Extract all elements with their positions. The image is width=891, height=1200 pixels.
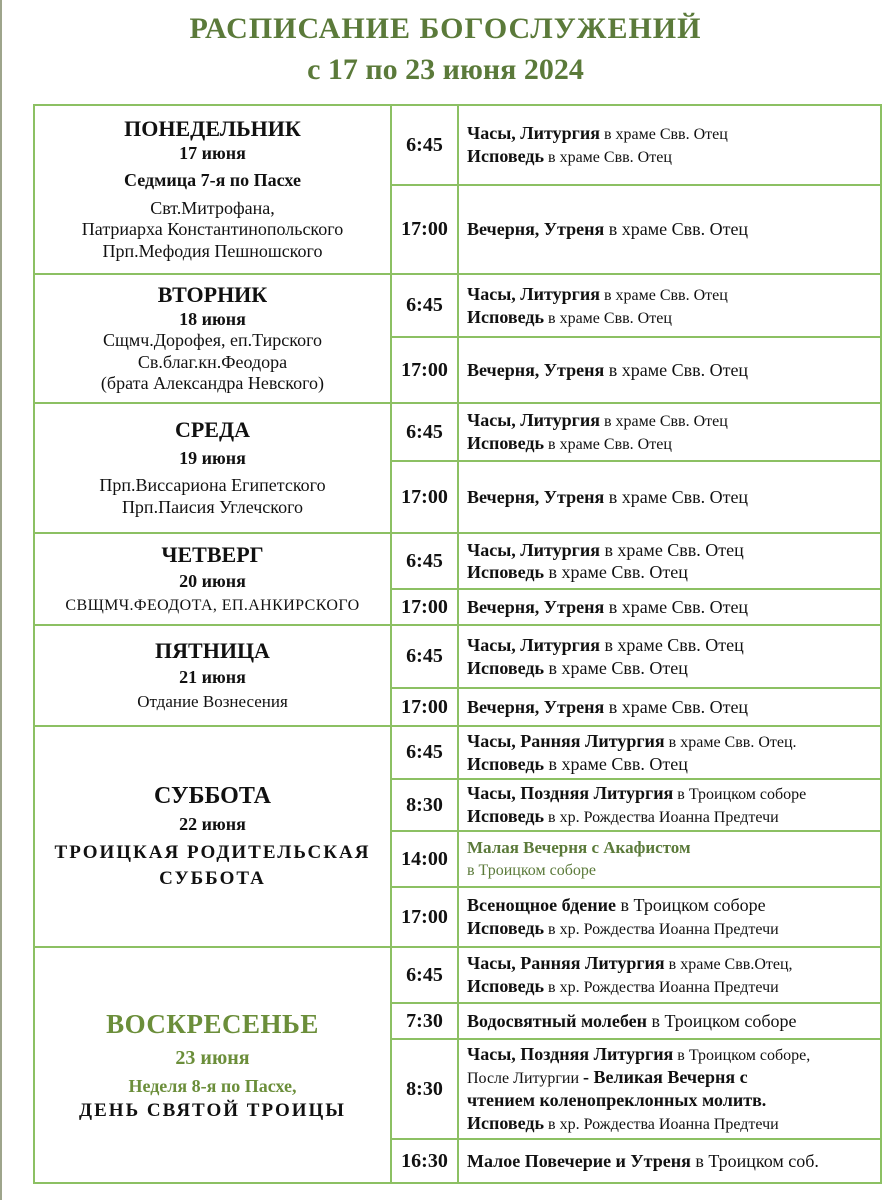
service-line: Исповедь в хр. Рождества Иоанна Предтечи [467,976,779,996]
service-line: Исповедь в храме Свв. Отец [467,146,672,166]
day-week: Седмица 7-я по Пасхе [124,170,301,191]
day-saint: Патриарха Константинопольского [81,219,344,240]
service-line: Часы, Поздняя Литургия в Троицком соборе, [467,1044,811,1065]
service-time: 6:45 [391,726,458,779]
schedule-row [34,726,881,779]
service-time: 17:00 [391,461,458,533]
service-details [458,831,881,887]
day-cell-friday [34,625,391,726]
service-line: Часы, Литургия в храме Свв. Отец [467,410,728,430]
day-saint: (брата Александра Невского) [100,373,325,394]
service-line: Часы, Ранняя Литургия в храме Свв.Отец, [467,953,793,973]
service-time: 6:45 [391,625,458,688]
day-name: ЧЕТВЕРГ [161,542,264,568]
service-details [458,688,881,726]
service-line: Исповедь в храме Свв. Отец [467,306,672,327]
service-line: Вечерня, Утреня в храме Свв. Отец [467,696,749,717]
service-details [458,185,881,274]
service-time: 17:00 [391,589,458,625]
day-name: СРЕДА [174,417,251,443]
service-time: 8:30 [391,779,458,831]
service-line: Часы, Ранняя Литургия в храме Свв. Отец. [467,730,797,751]
service-details [458,779,881,831]
day-saint: Свт.Митрофана, [150,197,275,218]
schedule-row [34,533,881,589]
service-time: 17:00 [391,688,458,726]
day-date: 22 июня [179,814,246,835]
service-line: Вечерня, Утреня в храме Свв. Отец [467,486,749,507]
service-line: Малая Вечерня с Акафистом [467,837,691,857]
page-subtitle: с 17 по 23 июня 2024 [307,53,584,86]
service-line: Вечерня, Утреня в храме Свв. Отец [467,359,749,380]
service-details [458,1039,881,1139]
service-time: 14:00 [391,831,458,887]
page-title: РАСПИСАНИЕ БОГОСЛУЖЕНИЙ [189,12,702,45]
schedule-row [34,625,881,688]
service-time: 6:45 [391,403,458,461]
day-saint: Прп.Паисия Углечского [121,496,304,517]
day-week: Неделя 8-я по Пасхе, [128,1076,297,1096]
service-line: Водосвятный молебен в Троицком соборе [467,1010,797,1031]
service-details [458,105,881,185]
day-date: 18 июня [179,308,246,329]
service-time: 6:45 [391,947,458,1003]
service-time: 6:45 [391,274,458,337]
service-details [458,403,881,461]
service-details [458,1003,881,1039]
schedule-row [34,403,881,461]
schedule-table [33,104,882,1184]
day-date: 20 июня [179,570,246,591]
service-line: в Троицком соборе [467,862,596,880]
day-cell-wednesday [34,403,391,533]
day-cell-thursday [34,533,391,625]
service-time: 17:00 [391,887,458,947]
service-details [458,625,881,688]
day-saint: Прп.Виссариона Египетского [99,475,326,496]
service-line: Часы, Литургия в храме Свв. Отец [467,283,728,304]
schedule-row [34,947,881,1003]
service-line: Исповедь в хр. Рождества Иоанна Предтечи [467,806,779,826]
service-time: 16:30 [391,1139,458,1183]
service-line: После Литургии - Великая Вечерня с [467,1067,748,1088]
day-saint: Прп.Мефодия Пешношского [102,241,323,262]
service-time: 17:00 [391,337,458,403]
day-name: СУББОТА [153,782,271,809]
day-cell-sunday [34,947,391,1183]
day-cell-tuesday [34,274,391,403]
service-details [458,726,881,779]
service-details [458,947,881,1003]
service-time: 8:30 [391,1039,458,1139]
day-saint: СВЩМЧ.ФЕОДОТА, ЕП.АНКИРСКОГО [65,597,360,615]
service-line: Исповедь в храме Свв. Отец [467,657,688,678]
service-line: Малое Повечерие и Утреня в Троицком соб. [467,1150,819,1171]
service-details [458,589,881,625]
day-cell-saturday [34,726,391,947]
page-left-border [0,0,2,1200]
service-details [458,337,881,403]
service-line: Вечерня, Утреня в храме Свв. Отец [467,219,749,240]
service-line: Часы, Литургия в храме Свв. Отец [467,539,744,560]
service-line: чтением коленопреклонных молитв. [467,1090,767,1111]
service-time: 6:45 [391,533,458,589]
service-line: Исповедь в храме Свв. Отец [467,562,688,582]
day-saint: Сщмч.Дорофея, еп.Тирского [102,330,323,351]
service-details [458,274,881,337]
day-special: ТРОИЦКАЯ РОДИТЕЛЬСКАЯ [54,842,371,864]
day-name: ПЯТНИЦА [155,638,270,664]
service-line: Исповедь в храме Свв. Отец [467,433,672,453]
day-date: 21 июня [179,666,246,687]
service-details [458,533,881,589]
service-time: 17:00 [391,185,458,274]
service-time: 6:45 [391,105,458,185]
day-name: ПОНЕДЕЛЬНИК [124,116,301,142]
day-special: СУББОТА [159,867,266,889]
day-feast: ДЕНЬ СВЯТОЙ ТРОИЦЫ [79,1099,346,1121]
schedule-header [0,8,891,90]
day-cell-monday [34,105,391,274]
schedule-row [34,105,881,185]
day-date: 19 июня [179,447,246,468]
service-line: Часы, Литургия в храме Свв. Отец [467,123,728,143]
service-line: Исповедь в хр. Рождества Иоанна Предтечи [467,1112,779,1133]
service-line: Исповедь в хр. Рождества Иоанна Предтечи [467,917,779,938]
service-time: 7:30 [391,1003,458,1039]
schedule-row [34,274,881,337]
service-line: Вечерня, Утреня в храме Свв. Отец [467,596,749,617]
day-date: 23 июня [175,1047,250,1069]
day-saint: Св.благ.кн.Феодора [137,351,288,372]
service-details [458,461,881,533]
day-date: 17 июня [179,142,246,163]
service-line: Всенощное бдение в Троицком соборе [467,895,766,916]
day-saint: Отдание Вознесения [137,692,288,712]
service-line: Часы, Литургия в храме Свв. Отец [467,635,744,655]
service-details [458,887,881,947]
service-line: Исповедь в храме Свв. Отец [467,753,688,774]
day-name: ВТОРНИК [157,282,268,308]
day-name: ВОСКРЕСЕНЬЕ [106,1008,319,1039]
service-details [458,1139,881,1183]
service-line: Часы, Поздняя Литургия в Троицком соборе [467,783,807,803]
